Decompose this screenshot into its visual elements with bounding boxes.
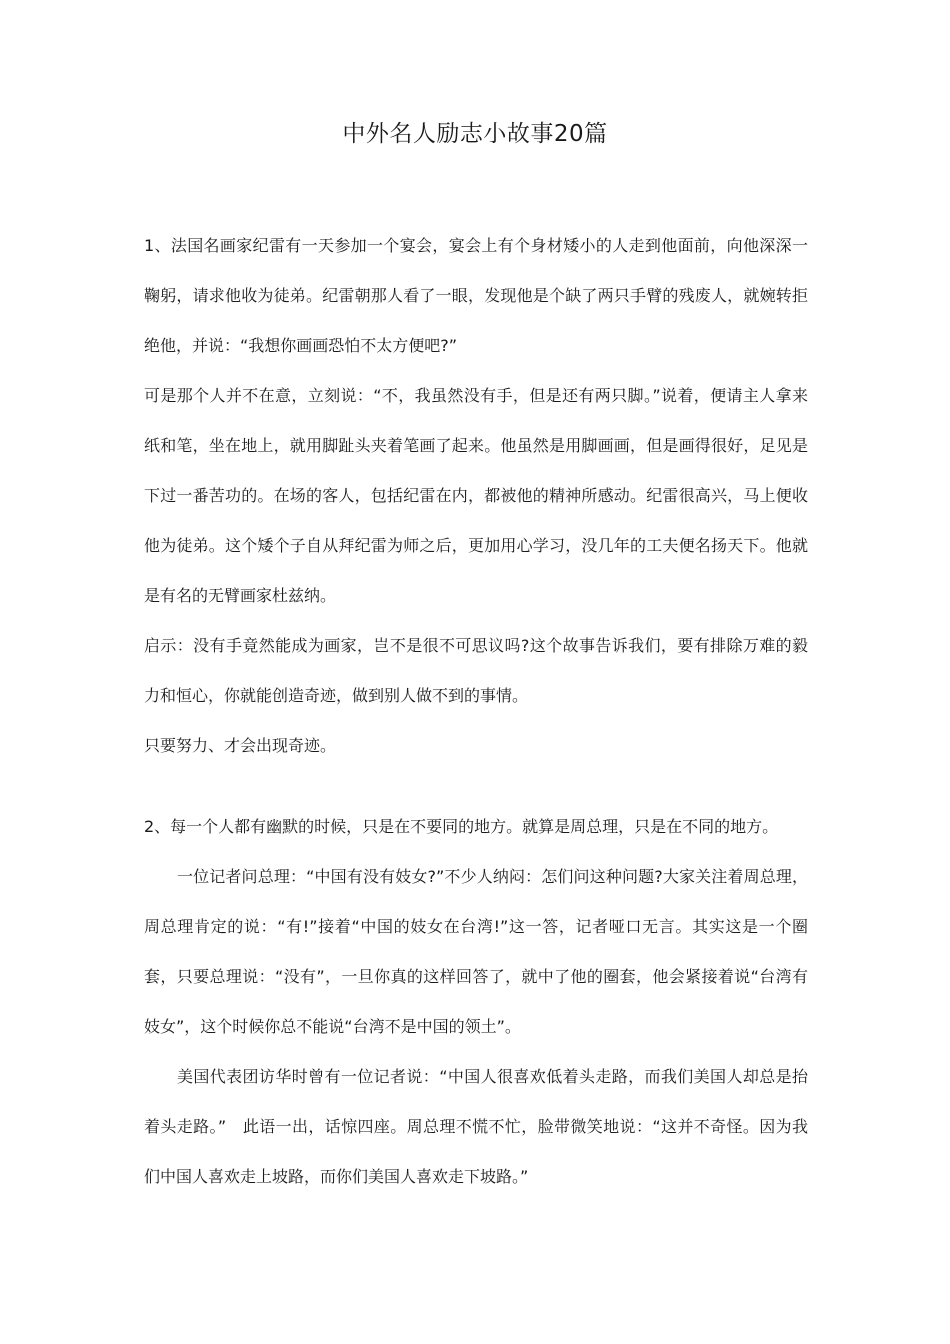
section-spacer <box>144 771 808 802</box>
document-body <box>144 221 808 1202</box>
story-2-body-paragraph: 一位记者问总理：“中国有没有妓女?”不少人纳闷：怎们问这种问题?大家关注着周总理，周总理肯定的说：“有!”接着“中国的妓女在台湾!”这一答，记者哑口无言。其实这是一个圈套，只要总理说：“没有”，一旦你真的这样回答了，就中了他的圈套，他会紧接着说“台湾有妓女”，这个时候你总不能说“台湾不是中国的领土”。 <box>144 867 808 1036</box>
document-title: 中外名人励志小故事20篇 <box>342 121 608 147</box>
story-2-anecdote-paragraph: 美国代表团访华时曾有一位记者说：“中国人很喜欢低着头走路，而我们美国人却总是抬着头走路。” 此语一出，话惊四座。周总理不慌不忙，脸带微笑地说：“这并不奇怪。因为我们中国人喜欢走上坡路，而你们美国人喜欢走下坡路。” <box>144 1067 808 1186</box>
story-1-insight-paragraph: 启示：没有手竟然能成为画家，岂不是很不可思议吗?这个故事告诉我们，要有排除万难的毅力和恒心，你就能创造奇迹，做到别人做不到的事情。 <box>144 636 808 705</box>
story-1-body-paragraph: 可是那个人并不在意，立刻说：“不，我虽然没有手，但是还有两只脚。”说着，便请主人拿来纸和笔，坐在地上，就用脚趾头夹着笔画了起来。他虽然是用脚画画，但是画得很好，足见是下过一番苦功的。在场的客人，包括纪雷在内，都被他的精神所感动。纪雷很高兴，马上便收他为徒弟。这个矮个子自从拜纪雷为师之后，更加用心学习，没几年的工夫便名扬天下。他就是有名的无臂画家杜兹纳。 <box>144 386 808 605</box>
story-2-intro-paragraph: 2、每一个人都有幽默的时候，只是在不要同的地方。就算是周总理，只是在不同的地方。 <box>144 817 779 836</box>
story-1-intro-paragraph: 1、法国名画家纪雷有一天参加一个宴会，宴会上有个身材矮小的人走到他面前，向他深深一鞠躬，请求他收为徒弟。纪雷朝那人看了一眼，发现他是个缺了两只手臂的残废人，就婉转拒绝他，并说：“我想你画画恐怕不太方便吧?” <box>144 236 808 355</box>
story-1-moral-paragraph: 只要努力、才会出现奇迹。 <box>144 736 337 755</box>
